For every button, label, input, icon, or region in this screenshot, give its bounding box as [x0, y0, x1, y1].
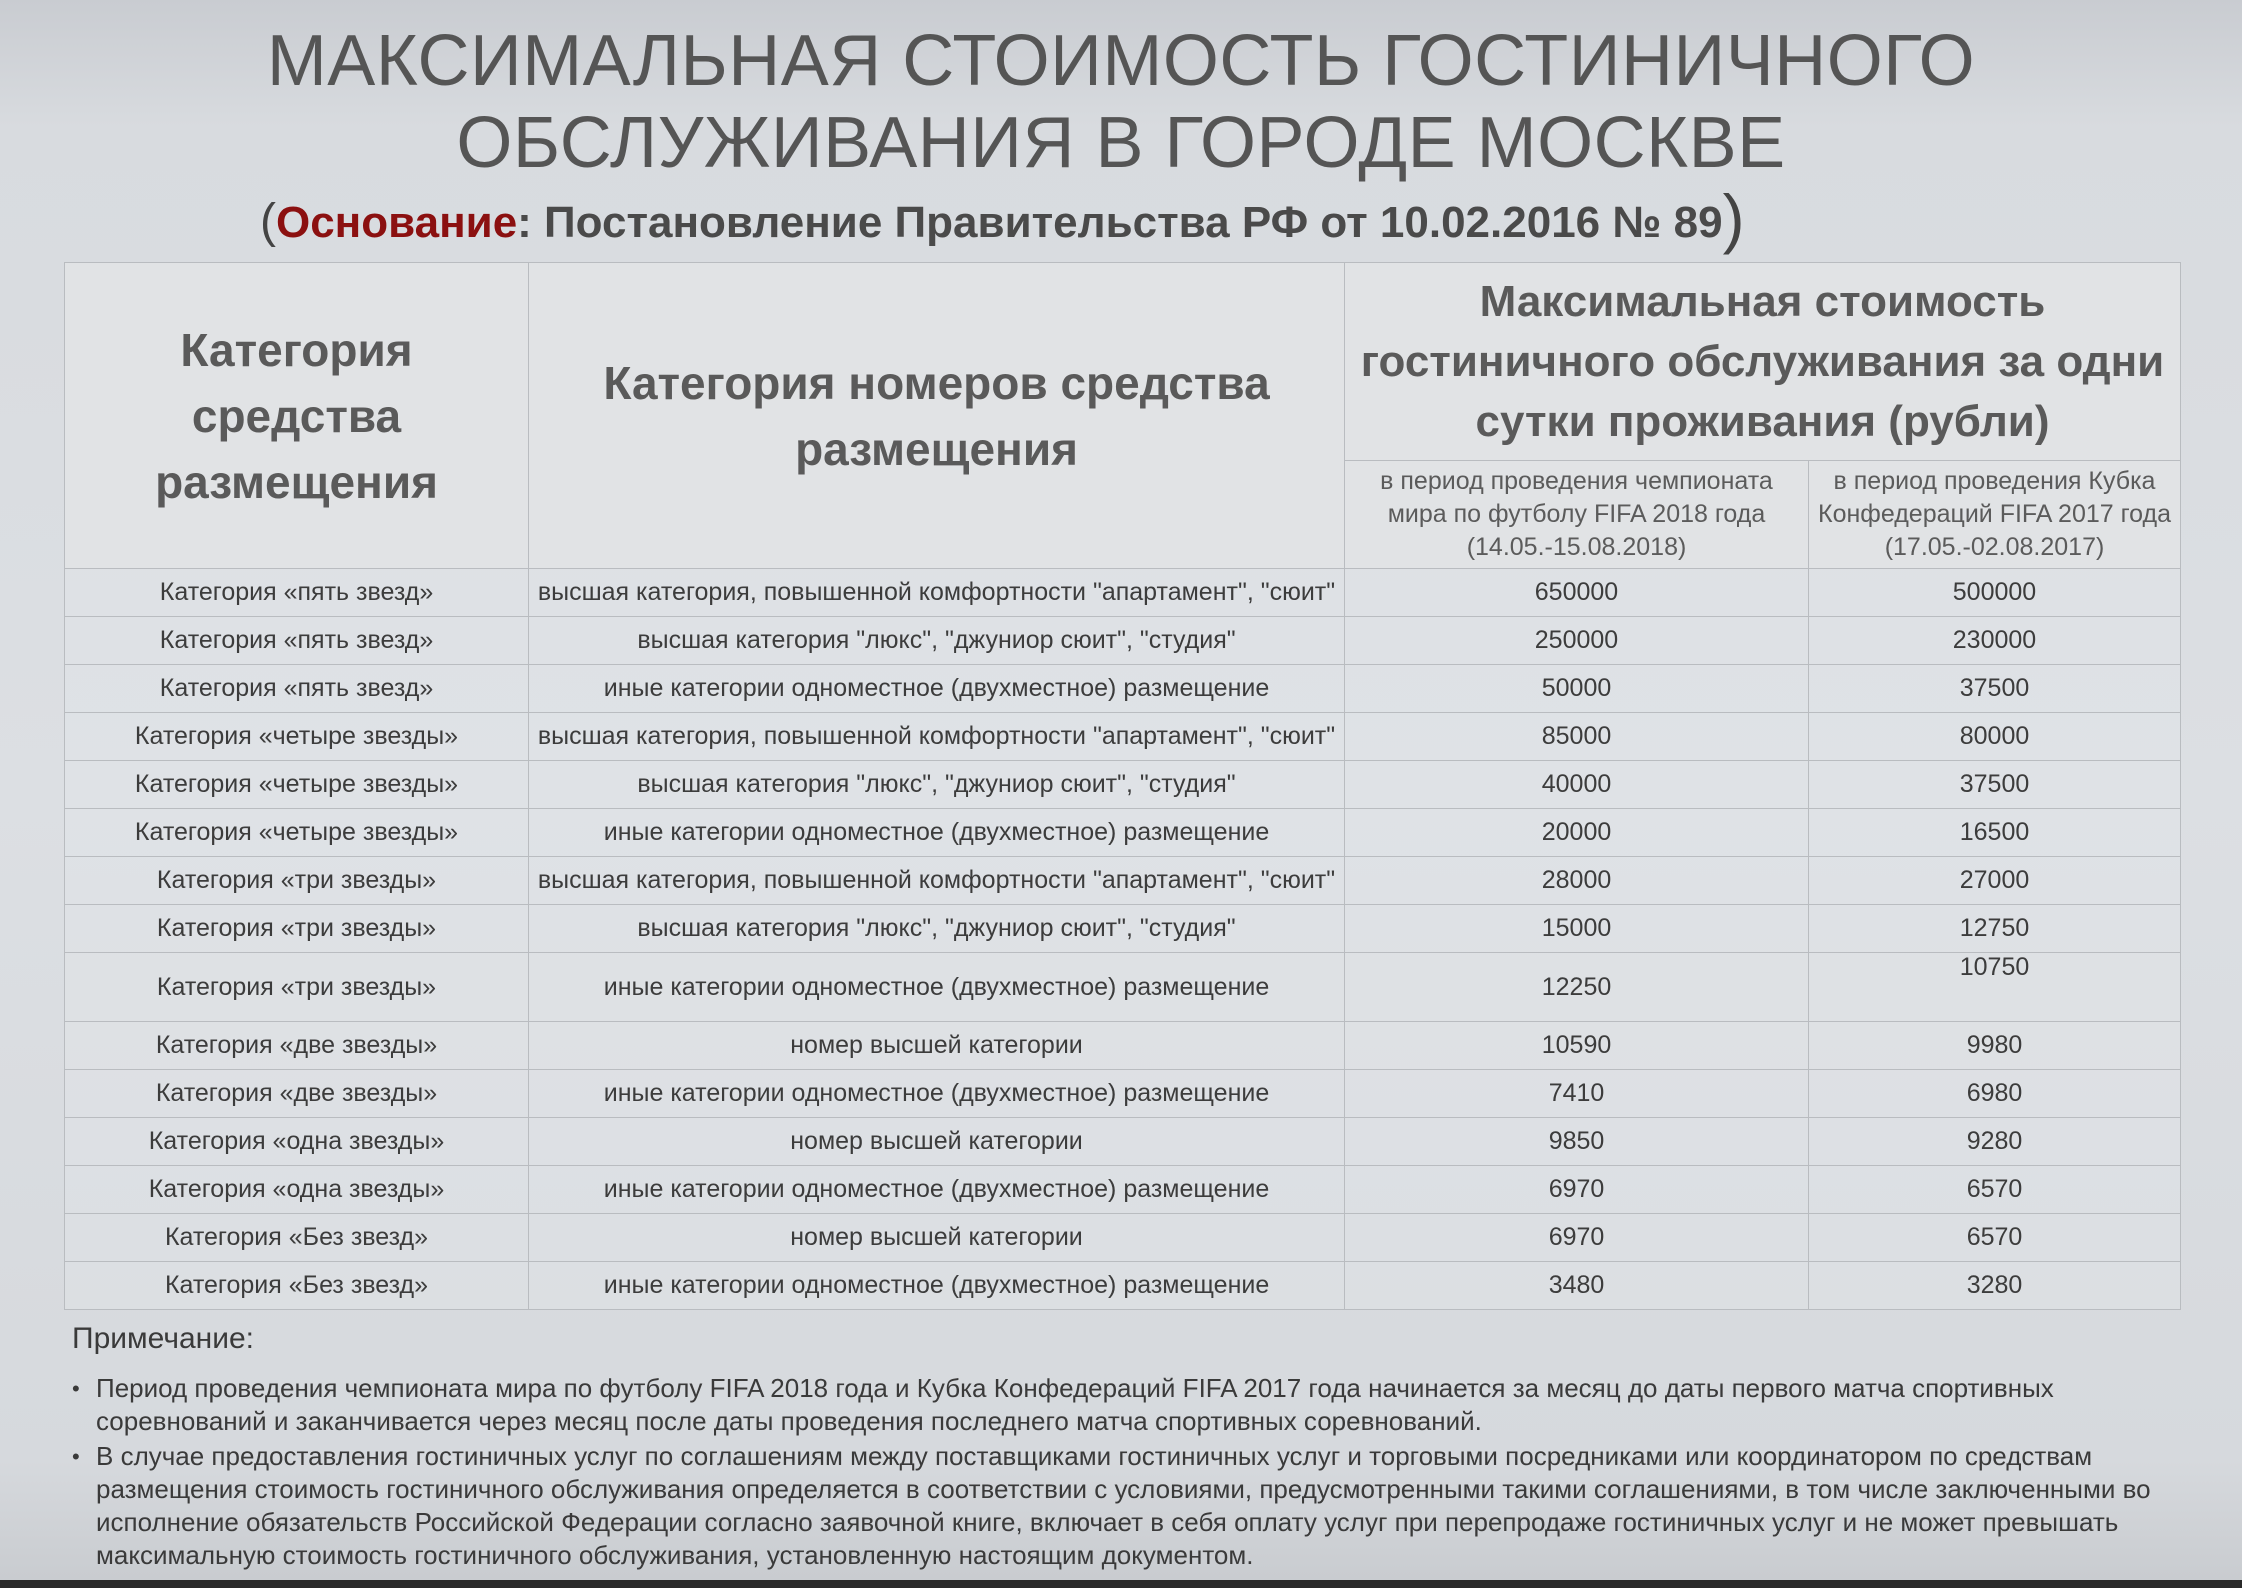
cell-price-2018: 10590: [1345, 1022, 1809, 1070]
cell-price-2017: 6980: [1809, 1070, 2181, 1118]
basis-text: : Постановление Правительства РФ от 10.02.2016 № 89: [517, 198, 1723, 247]
legal-basis: [260, 181, 1745, 255]
cell-price-2018: 7410: [1345, 1070, 1809, 1118]
cell-price-2018: 40000: [1345, 761, 1809, 809]
cell-price-2017: 6570: [1809, 1166, 2181, 1214]
cell-rooms: номер высшей категории: [529, 1118, 1345, 1166]
price-table: [64, 262, 2181, 1310]
cell-category: Категория «пять звезд»: [65, 569, 529, 617]
cell-category: Категория «пять звезд»: [65, 665, 529, 713]
header-period-2018: в период проведения чемпионата мира по футболу FIFA 2018 года (14.05.-15.08.2018): [1345, 461, 1809, 569]
cell-price-2017: 9280: [1809, 1118, 2181, 1166]
table-row: [65, 569, 2181, 617]
cell-price-2018: 9850: [1345, 1118, 1809, 1166]
cell-category: Категория «пять звезд»: [65, 617, 529, 665]
cell-category: Категория «одна звезды»: [65, 1166, 529, 1214]
table-row: [65, 761, 2181, 809]
cell-price-2018: 6970: [1345, 1166, 1809, 1214]
cell-category: Категория «Без звезд»: [65, 1214, 529, 1262]
cell-price-2017: 16500: [1809, 809, 2181, 857]
notes-title: Примечание:: [72, 1322, 254, 1355]
cell-rooms: высшая категория "люкс", "джуниор сюит", "студия": [529, 905, 1345, 953]
cell-price-2018: 3480: [1345, 1262, 1809, 1310]
table-row: [65, 1070, 2181, 1118]
cell-price-2017: 10750: [1809, 953, 2181, 1022]
header-max-price: Максимальная стоимость гостиничного обслуживания за одни сутки проживания (рубли): [1345, 263, 2181, 461]
cell-category: Категория «две звезды»: [65, 1022, 529, 1070]
basis-label: Основание: [275, 198, 518, 247]
cell-rooms: высшая категория "люкс", "джуниор сюит", "студия": [529, 761, 1345, 809]
table-row: [65, 1118, 2181, 1166]
cell-price-2017: 37500: [1809, 665, 2181, 713]
bottom-border: [0, 1580, 2242, 1588]
table-row: [65, 809, 2181, 857]
header-accommodation-category: Категория средства размещения: [65, 263, 529, 569]
page-title-line-2: ОБСЛУЖИВАНИЯ В ГОРОДЕ МОСКВЕ: [456, 103, 1786, 183]
notes-list: [72, 1372, 2192, 1574]
cell-rooms: иные категории одноместное (двухместное) размещение: [529, 665, 1345, 713]
note-item: • Период проведения чемпионата мира по футболу FIFA 2018 года и Кубка Конфедераций FIFA 2017 года начинается за месяц до даты первого матча спортивных соревнований и заканчивается через месяц после даты проведения последнего матча спортивных соревнований.: [72, 1372, 2192, 1438]
cell-price-2017: 9980: [1809, 1022, 2181, 1070]
cell-price-2017: 3280: [1809, 1262, 2181, 1310]
cell-rooms: высшая категория, повышенной комфортности "апартамент", "сюит": [529, 569, 1345, 617]
cell-rooms: высшая категория, повышенной комфортности "апартамент", "сюит": [529, 857, 1345, 905]
cell-price-2017: 6570: [1809, 1214, 2181, 1262]
cell-rooms: иные категории одноместное (двухместное) размещение: [529, 1070, 1345, 1118]
cell-category: Категория «три звезды»: [65, 953, 529, 1022]
basis-open-paren: (: [260, 195, 276, 248]
cell-rooms: иные категории одноместное (двухместное) размещение: [529, 953, 1345, 1022]
table-row: [65, 1214, 2181, 1262]
table-row: [65, 665, 2181, 713]
cell-category: Категория «четыре звезды»: [65, 761, 529, 809]
cell-price-2018: 15000: [1345, 905, 1809, 953]
price-table-body: [65, 569, 2181, 1310]
cell-price-2017: 27000: [1809, 857, 2181, 905]
cell-price-2017: 12750: [1809, 905, 2181, 953]
cell-price-2018: 650000: [1345, 569, 1809, 617]
cell-price-2018: 20000: [1345, 809, 1809, 857]
table-row: [65, 1022, 2181, 1070]
cell-rooms: иные категории одноместное (двухместное) размещение: [529, 809, 1345, 857]
cell-price-2018: 12250: [1345, 953, 1809, 1022]
note-item: • В случае предоставления гостиничных услуг по соглашениям между поставщиками гостиничных услуг и торговыми посредниками или координатором по средствам размещения стоимость гостиничного обслуживания определяется в соответствии с условиями, предусмотренными такими соглашениями, в том числе заключенными во исполнение обязательств Российской Федерации согласно заявочной книге, включает в себя оплату услуг при перепродаже гостиничных услуг и не может превышать максимальную стоимость гостиничного обслуживания, установленную настоящим документом.: [72, 1440, 2192, 1572]
cell-category: Категория «четыре звезды»: [65, 809, 529, 857]
cell-rooms: иные категории одноместное (двухместное) размещение: [529, 1166, 1345, 1214]
table-row: [65, 1262, 2181, 1310]
table-row: [65, 857, 2181, 905]
table-row: [65, 1166, 2181, 1214]
cell-price-2017: 500000: [1809, 569, 2181, 617]
table-row: [65, 953, 2181, 1022]
cell-rooms: номер высшей категории: [529, 1022, 1345, 1070]
table-row: [65, 713, 2181, 761]
cell-category: Категория «одна звезды»: [65, 1118, 529, 1166]
cell-price-2018: 6970: [1345, 1214, 1809, 1262]
cell-rooms: высшая категория, повышенной комфортности "апартамент", "сюит": [529, 713, 1345, 761]
cell-category: Категория «две звезды»: [65, 1070, 529, 1118]
cell-price-2018: 85000: [1345, 713, 1809, 761]
cell-price-2018: 50000: [1345, 665, 1809, 713]
cell-rooms: иные категории одноместное (двухместное) размещение: [529, 1262, 1345, 1310]
page-title: [0, 20, 2242, 184]
cell-price-2017: 230000: [1809, 617, 2181, 665]
cell-rooms: номер высшей категории: [529, 1214, 1345, 1262]
header-period-2017: в период проведения Кубка Конфедераций FIFA 2017 года (17.05.-02.08.2017): [1809, 461, 2181, 569]
cell-price-2018: 250000: [1345, 617, 1809, 665]
cell-category: Категория «четыре звезды»: [65, 713, 529, 761]
cell-category: Категория «три звезды»: [65, 905, 529, 953]
table-row: [65, 905, 2181, 953]
header-room-category: Категория номеров средства размещения: [529, 263, 1345, 569]
cell-price-2018: 28000: [1345, 857, 1809, 905]
cell-price-2017: 37500: [1809, 761, 2181, 809]
page-title-line-1: МАКСИМАЛЬНАЯ СТОИМОСТЬ ГОСТИНИЧНОГО: [266, 21, 1976, 101]
basis-close-paren: ): [1722, 181, 1745, 255]
cell-price-2017: 80000: [1809, 713, 2181, 761]
cell-category: Категория «три звезды»: [65, 857, 529, 905]
cell-rooms: высшая категория "люкс", "джуниор сюит", "студия": [529, 617, 1345, 665]
cell-category: Категория «Без звезд»: [65, 1262, 529, 1310]
table-row: [65, 617, 2181, 665]
